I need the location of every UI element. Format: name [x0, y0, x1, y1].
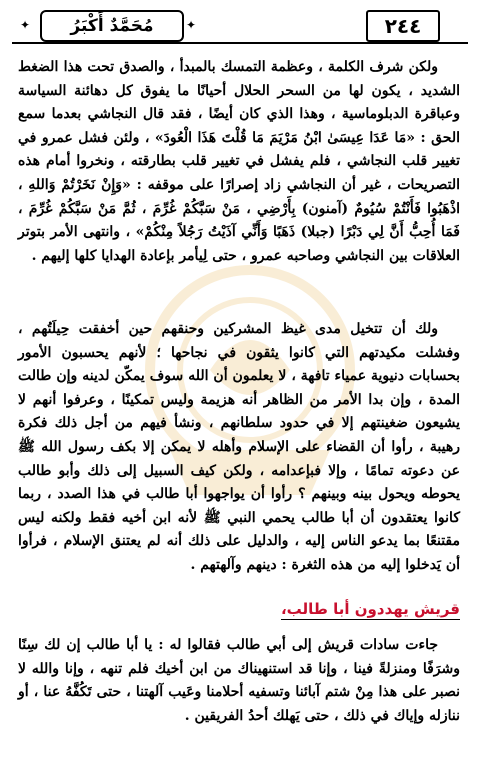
paragraph: ولكن شرف الكلمة ، وعظمة التمسك بالمبدأ ، والصدق تحت هذا الضغط الشديد ، يكون لها من السحر الحلال أحيانًا ما يفوق كل دهائنة السياسة وعباقرة الدبلوماسية ، وهذا الذي كان أيضًا ، فقد قال النجاشي بعدما سمع الحق : «مَا عَدَا عِيسَىٰ ابْنُ مَرْيَمَ مَا قُلْتَ هَذَا الْعُودَ» ، ولئن فشل عمرو في تغيير قلب النجاشي ، فلم يفشل في تغيير قلب بطارقته ، ونخروا أمام هذه التصريحات ، غير أن النجاشي زاد إصرارًا على موقفه : «وَإِنْ نَخَرْتُمْ وَاللهِ ، اذْهَبُوا فَأَنْتُمْ سُيُومٌ (آمنون) بِأَرْضِي ، مَنْ سَبَّكُمْ غُرِّمَ ، ثُمَّ مَنْ سَبَّكُمْ غُرِّمَ ، فَمَا أُحِبُّ أَنَّ لِي دَبْرًا (جبلا) ذَهَبًا وَأَنِّي آذَيْتُ رَجُلاً مِنْكُمْ» ، وانتهى الأمر بتوتر العلاقات بين النجاشي وصاحبه عمرو ، حتى لِيأمر بإعادة الهدايا كلها إليهم .	[18, 59, 460, 264]
ornament-icon: ✦	[20, 18, 31, 32]
paragraph: جاءت سادات قريش إلى أبي طالب فقالوا له : يا أبا طالب إن لك سِنًا وشرَفًا ومنزلةً فينا ، وإنا قد استنهيناك من ابن أخيك فلم تنهه ، وإنا والله لا نصبر على هذا مِنْ شتم آبائنا وتسفيه أحلامنا وعَيب آلهتنا ، حتى تَكُفَّهُ عنا ، أو ننازله وإياك في ذلك ، حتى يَهلك أحدُ الفريقين .	[18, 637, 460, 724]
ornament-icon: ✦	[186, 18, 197, 32]
page-header	[12, 8, 468, 44]
section-heading: قريش يهددون أبا طالب،	[280, 600, 460, 618]
paragraph: ولك أن تتخيل مدى غيظ المشركين وحنقهم حين أخفقت حِيلَتُهم ، وفشلت مكيدتهم التي كانوا يثقون في نجاحها ؛ لأنهم يحسبون الأمور بحسابات دنيوية عمياء تافهة ، لا يعلمون أن الله سوف يمكّن لدينه وإن طالت المدة ، وإن بدا الأمر من الظاهر أنه هزيمة وليس تمكينًا ، وعرفوا أنهم لا يشيعون ضغينتهم إلا في حدود سلطانهم ، ونشأ فيهم من أجل ذلك فكرة رهيبة ، رأوا أن القضاء على الإسلام وأهله لا يمكن إلا بكف رسول الله ﷺ عن دعوته تمامًا ، وإلا فبإعدامه ، ولكن كيف السبيل إلى ذلك وأبو طالب يحوطه ويحول بينه وبينهم ؟ رأوا أن يواجهوا أبا طالب في هذا الصدد ، ربما كانوا يعتقدون أن أبا طالب يحمي النبي ﷺ لأنه ابن أخيه فقط ولكنه ليس مقتنعًا بما يدعو الناس إليه ، والدليل على ذلك أنه لم يعتنق الإسلام ، فرأوا أن يَدخلوا إليه من هذه الثغرة : دينهم وآلهتهم .	[18, 321, 460, 573]
body-text-middle	[18, 318, 460, 578]
page-number: ٢٤٤	[384, 14, 422, 38]
page-number-box	[366, 10, 440, 42]
book-title-box	[40, 10, 184, 42]
body-text-top	[18, 56, 460, 268]
book-title: مُحَمَّدٌ أَكْبَرُ	[70, 16, 154, 36]
header-divider	[12, 42, 468, 44]
body-text-bottom	[18, 634, 460, 728]
